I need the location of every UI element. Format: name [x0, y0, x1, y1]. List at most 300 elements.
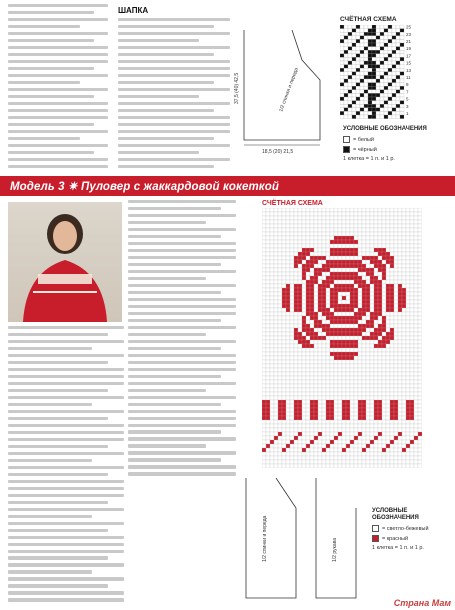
chart-cell: [322, 368, 326, 372]
chart-cell: [262, 412, 266, 416]
chart-cell: [360, 93, 364, 97]
chart-cell: [338, 224, 342, 228]
chart-cell: [334, 288, 338, 292]
chart-cell: [354, 324, 358, 328]
chart-cell: [302, 300, 306, 304]
chart-cell: [278, 332, 282, 336]
chart-cell: [390, 244, 394, 248]
chart-cell: [298, 460, 302, 464]
chart-cell: [306, 308, 310, 312]
chart-cell: [414, 384, 418, 388]
chart-cell: [374, 404, 378, 408]
chart-cell: [388, 83, 392, 87]
chart-cell: [314, 292, 318, 296]
chart-cell: [338, 400, 342, 404]
chart-cell: [326, 420, 330, 424]
chart-cell: [274, 388, 278, 392]
chart-cell: [326, 352, 330, 356]
chart-cell: [394, 372, 398, 376]
chart-cell: [384, 61, 388, 65]
chart-cell: [400, 54, 404, 58]
chart-cell: [326, 316, 330, 320]
chart-cell: [378, 228, 382, 232]
chart-cell: [388, 79, 392, 83]
chart-cell: [262, 348, 266, 352]
chart-cell: [414, 208, 418, 212]
chart-cell: [372, 111, 376, 115]
chart-cell: [366, 276, 370, 280]
chart-cell: [322, 228, 326, 232]
chart-cell: [368, 72, 372, 76]
top-legend-item-white: [343, 136, 451, 143]
chart-cell: [266, 288, 270, 292]
chart-cell: [376, 111, 380, 115]
chart-cell: [406, 368, 410, 372]
chart-cell: [310, 276, 314, 280]
chart-cell: [314, 244, 318, 248]
chart-cell: [278, 216, 282, 220]
chart-cell: [270, 372, 274, 376]
chart-cell: [360, 50, 364, 54]
chart-cell: [298, 256, 302, 260]
chart-cell: [310, 268, 314, 272]
chart-cell: [386, 408, 390, 412]
chart-cell: [278, 288, 282, 292]
chart-cell: [382, 236, 386, 240]
chart-cell: [418, 452, 422, 456]
chart-cell: [278, 208, 282, 212]
chart-cell: [372, 83, 376, 87]
chart-cell: [366, 268, 370, 272]
chart-cell: [340, 25, 344, 29]
chart-cell: [286, 304, 290, 308]
chart-cell: [378, 316, 382, 320]
chart-cell: [414, 364, 418, 368]
chart-cell: [262, 288, 266, 292]
chart-cell: [266, 220, 270, 224]
chart-cell: [326, 272, 330, 276]
chart-cell: [402, 276, 406, 280]
chart-cell: [376, 39, 380, 43]
text-line: [128, 200, 236, 203]
chart-cell: [350, 372, 354, 376]
chart-cell: [278, 432, 282, 436]
chart-cell: [382, 436, 386, 440]
chart-cell: [382, 260, 386, 264]
chart-cell: [358, 288, 362, 292]
chart-cell: [370, 416, 374, 420]
chart-row-label: 1: [406, 111, 409, 116]
chart-cell: [394, 384, 398, 388]
chart-cell: [382, 352, 386, 356]
chart-cell: [306, 404, 310, 408]
text-line: [8, 88, 108, 91]
chart-cell: [262, 360, 266, 364]
chart-cell: [302, 208, 306, 212]
chart-cell: [346, 212, 350, 216]
chart-cell: [374, 228, 378, 232]
chart-cell: [306, 236, 310, 240]
chart-cell: [348, 104, 352, 108]
chart-cell: [378, 220, 382, 224]
chart-cell: [294, 420, 298, 424]
chart-cell: [364, 50, 368, 54]
chart-cell: [340, 39, 344, 43]
chart-cell: [374, 284, 378, 288]
chart-cell: [382, 272, 386, 276]
chart-cell: [310, 328, 314, 332]
chart-cell: [270, 244, 274, 248]
chart-cell: [350, 252, 354, 256]
chart-cell: [278, 236, 282, 240]
chart-cell: [334, 352, 338, 356]
chart-cell: [348, 90, 352, 94]
chart-cell: [394, 256, 398, 260]
chart-cell: [382, 292, 386, 296]
chart-cell: [418, 444, 422, 448]
chart-cell: [382, 380, 386, 384]
chart-cell: [366, 248, 370, 252]
chart-cell: [340, 57, 344, 61]
chart-cell: [396, 86, 400, 90]
chart-cell: [302, 336, 306, 340]
jacquard-chart: [262, 208, 422, 468]
chart-cell: [406, 340, 410, 344]
chart-cell: [334, 460, 338, 464]
chart-cell: [318, 280, 322, 284]
chart-cell: [402, 292, 406, 296]
chart-cell: [388, 36, 392, 40]
chart-cell: [314, 416, 318, 420]
chart-cell: [386, 432, 390, 436]
chart-cell: [306, 332, 310, 336]
chart-cell: [354, 292, 358, 296]
chart-cell: [352, 101, 356, 105]
chart-cell: [364, 111, 368, 115]
chart-cell: [386, 344, 390, 348]
chart-cell: [418, 408, 422, 412]
chart-cell: [262, 428, 266, 432]
chart-cell: [322, 212, 326, 216]
chart-cell: [348, 43, 352, 47]
chart-cell: [406, 232, 410, 236]
chart-cell: [350, 412, 354, 416]
chart-cell: [282, 340, 286, 344]
chart-cell: [322, 292, 326, 296]
chart-cell: [318, 364, 322, 368]
text-line: [8, 508, 124, 511]
chart-cell: [366, 396, 370, 400]
chart-cell: [286, 404, 290, 408]
chart-cell: [282, 396, 286, 400]
chart-cell: [290, 240, 294, 244]
chart-cell: [402, 232, 406, 236]
chart-cell: [382, 324, 386, 328]
chart-cell: [398, 384, 402, 388]
chart-cell: [366, 336, 370, 340]
text-line: [8, 598, 124, 601]
chart-cell: [380, 79, 384, 83]
chart-cell: [362, 388, 366, 392]
chart-cell: [314, 440, 318, 444]
chart-cell: [354, 356, 358, 360]
chart-cell: [338, 364, 342, 368]
chart-cell: [330, 308, 334, 312]
chart-cell: [352, 50, 356, 54]
chart-cell: [342, 320, 346, 324]
chart-cell: [294, 328, 298, 332]
chart-cell: [270, 308, 274, 312]
chart-cell: [384, 86, 388, 90]
chart-cell: [368, 79, 372, 83]
chart-cell: [282, 400, 286, 404]
chart-cell: [372, 61, 376, 65]
chart-cell: [294, 452, 298, 456]
chart-row-label: 11: [406, 75, 411, 80]
chart-cell: [410, 232, 414, 236]
chart-cell: [418, 448, 422, 452]
chart-cell: [414, 400, 418, 404]
chart-cell: [342, 280, 346, 284]
chart-cell: [314, 432, 318, 436]
chart-cell: [382, 444, 386, 448]
chart-cell: [274, 324, 278, 328]
chart-cell: [414, 264, 418, 268]
chart-cell: [282, 304, 286, 308]
chart-cell: [318, 336, 322, 340]
chart-cell: [338, 416, 342, 420]
chart-cell: [374, 332, 378, 336]
chart-cell: [368, 36, 372, 40]
chart-cell: [274, 260, 278, 264]
text-line: [8, 158, 108, 161]
chart-cell: [310, 256, 314, 260]
chart-cell: [294, 412, 298, 416]
chart-cell: [342, 328, 346, 332]
chart-cell: [334, 324, 338, 328]
chart-cell: [374, 340, 378, 344]
chart-cell: [326, 240, 330, 244]
chart-cell: [274, 296, 278, 300]
chart-cell: [302, 340, 306, 344]
chart-cell: [290, 212, 294, 216]
chart-cell: [330, 328, 334, 332]
chart-cell: [402, 272, 406, 276]
chart-cell: [302, 264, 306, 268]
chart-cell: [398, 208, 402, 212]
chart-cell: [330, 252, 334, 256]
chart-cell: [392, 79, 396, 83]
chart-cell: [338, 376, 342, 380]
chart-cell: [306, 444, 310, 448]
chart-cell: [418, 316, 422, 320]
chart-cell: [286, 284, 290, 288]
chart-cell: [346, 232, 350, 236]
chart-cell: [372, 36, 376, 40]
chart-cell: [290, 288, 294, 292]
chart-cell: [402, 236, 406, 240]
chart-cell: [298, 308, 302, 312]
chart-cell: [310, 440, 314, 444]
chart-cell: [346, 228, 350, 232]
chart-cell: [358, 272, 362, 276]
chart-cell: [310, 292, 314, 296]
chart-cell: [266, 360, 270, 364]
chart-cell: [370, 412, 374, 416]
chart-cell: [278, 340, 282, 344]
chart-cell: [350, 448, 354, 452]
chart-cell: [364, 104, 368, 108]
chart-cell: [414, 248, 418, 252]
legend-label: = белый: [353, 136, 374, 143]
chart-cell: [394, 400, 398, 404]
chart-cell: [310, 428, 314, 432]
chart-cell: [358, 248, 362, 252]
chart-cell: [350, 280, 354, 284]
chart-cell: [400, 39, 404, 43]
chart-cell: [394, 236, 398, 240]
chart-cell: [386, 276, 390, 280]
chart-cell: [334, 336, 338, 340]
chart-cell: [376, 86, 380, 90]
chart-cell: [394, 252, 398, 256]
chart-cell: [396, 83, 400, 87]
chart-cell: [302, 360, 306, 364]
top-legend: [343, 126, 451, 162]
chart-cell: [402, 248, 406, 252]
chart-cell: [354, 416, 358, 420]
chart-cell: [350, 300, 354, 304]
chart-cell: [306, 392, 310, 396]
chart-cell: [380, 47, 384, 51]
chart-cell: [298, 392, 302, 396]
chart-cell: [278, 344, 282, 348]
chart-cell: [400, 47, 404, 51]
chart-cell: [322, 268, 326, 272]
chart-cell: [298, 312, 302, 316]
chart-cell: [354, 280, 358, 284]
chart-cell: [382, 224, 386, 228]
text-line: [8, 67, 94, 70]
chart-cell: [286, 320, 290, 324]
chart-cell: [360, 43, 364, 47]
chart-cell: [294, 368, 298, 372]
chart-cell: [402, 348, 406, 352]
chart-cell: [414, 380, 418, 384]
chart-cell: [362, 448, 366, 452]
chart-cell: [362, 408, 366, 412]
chart-cell: [358, 436, 362, 440]
chart-cell: [342, 452, 346, 456]
text-line: [8, 417, 108, 420]
chart-cell: [294, 408, 298, 412]
chart-cell: [318, 380, 322, 384]
chart-cell: [362, 332, 366, 336]
chart-cell: [418, 348, 422, 352]
chart-cell: [334, 452, 338, 456]
chart-cell: [310, 232, 314, 236]
chart-cell: [368, 39, 372, 43]
chart-cell: [388, 61, 392, 65]
chart-cell: [380, 65, 384, 69]
chart-cell: [286, 256, 290, 260]
chart-cell: [266, 272, 270, 276]
chart-cell: [326, 260, 330, 264]
chart-cell: [274, 224, 278, 228]
chart-cell: [358, 312, 362, 316]
chart-cell: [338, 272, 342, 276]
chart-cell: [414, 304, 418, 308]
chart-cell: [374, 252, 378, 256]
chart-cell: [286, 424, 290, 428]
chart-cell: [364, 57, 368, 61]
chart-cell: [306, 276, 310, 280]
chart-cell: [358, 232, 362, 236]
chart-cell: [322, 380, 326, 384]
chart-cell: [338, 308, 342, 312]
chart-cell: [326, 288, 330, 292]
chart-cell: [286, 328, 290, 332]
chart-cell: [400, 75, 404, 79]
chart-cell: [402, 408, 406, 412]
chart-cell: [262, 252, 266, 256]
chart-cell: [302, 284, 306, 288]
chart-cell: [392, 108, 396, 112]
chart-cell: [394, 424, 398, 428]
chart-cell: [406, 384, 410, 388]
chart-cell: [380, 36, 384, 40]
chart-cell: [338, 284, 342, 288]
chart-cell: [262, 304, 266, 308]
chart-cell: [282, 244, 286, 248]
chart-cell: [330, 340, 334, 344]
chart-cell: [362, 268, 366, 272]
chart-cell: [346, 448, 350, 452]
chart-cell: [410, 348, 414, 352]
chart-cell: [318, 308, 322, 312]
chart-cell: [382, 328, 386, 332]
chart-cell: [358, 280, 362, 284]
text-line: [8, 577, 124, 580]
chart-cell: [356, 47, 360, 51]
chart-cell: [366, 296, 370, 300]
chart-cell: [322, 460, 326, 464]
chart-cell: [278, 352, 282, 356]
chart-cell: [394, 404, 398, 408]
chart-cell: [318, 356, 322, 360]
chart-cell: [354, 260, 358, 264]
chart-cell: [278, 276, 282, 280]
chart-cell: [302, 228, 306, 232]
chart-cell: [392, 68, 396, 72]
chart-cell: [418, 208, 422, 212]
chart-cell: [302, 236, 306, 240]
chart-cell: [390, 260, 394, 264]
chart-cell: [356, 79, 360, 83]
chart-cell: [378, 216, 382, 220]
chart-cell: [322, 356, 326, 360]
chart-cell: [360, 68, 364, 72]
chart-cell: [294, 300, 298, 304]
chart-cell: [390, 300, 394, 304]
chart-cell: [380, 90, 384, 94]
chart-cell: [306, 340, 310, 344]
chart-cell: [344, 72, 348, 76]
chart-cell: [322, 236, 326, 240]
chart-cell: [262, 268, 266, 272]
chart-cell: [266, 384, 270, 388]
chart-cell: [322, 320, 326, 324]
